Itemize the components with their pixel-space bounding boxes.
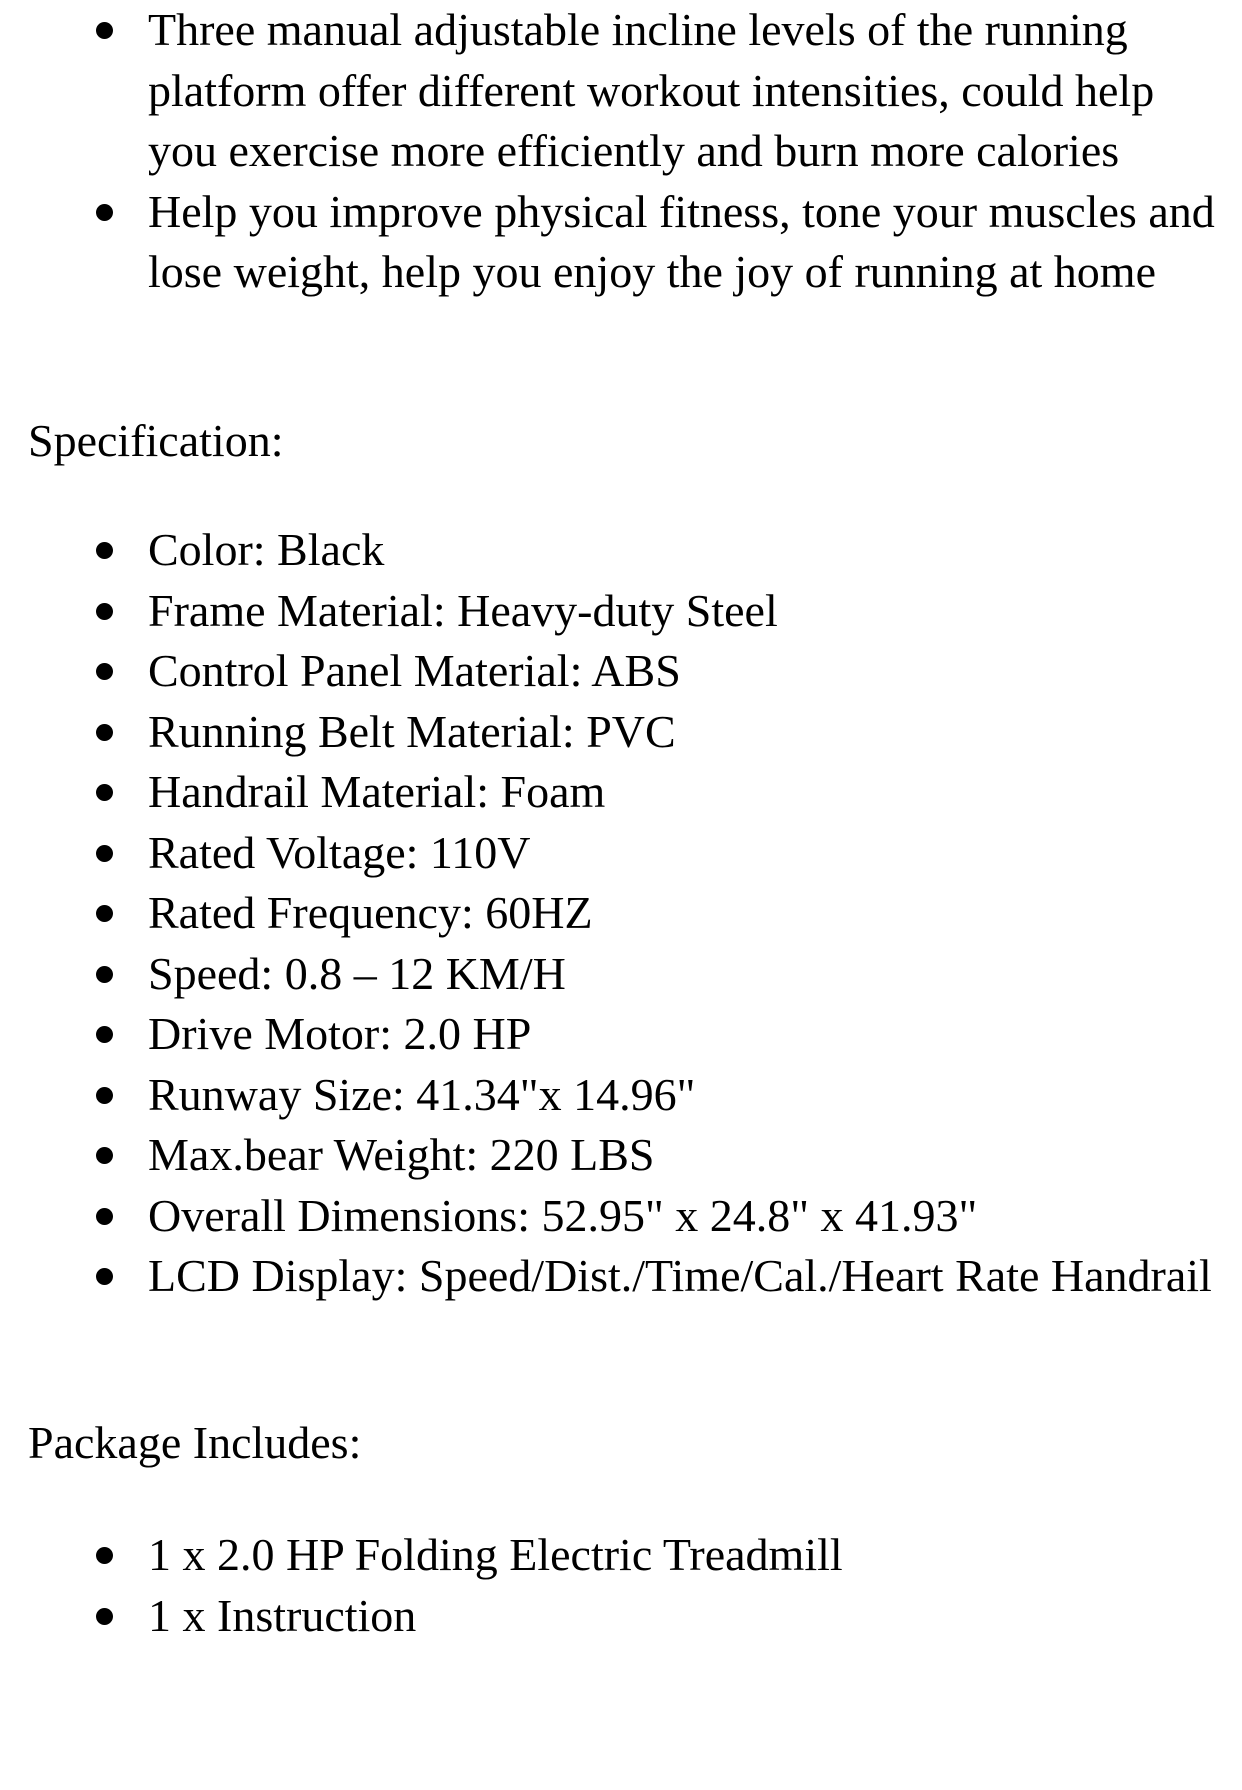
spec-item-rated-frequency: Rated Frequency: 60HZ xyxy=(0,883,1242,944)
spec-item-speed: Speed: 0.8 – 12 KM/H xyxy=(0,944,1242,1005)
feature-item: Three manual adjustable incline levels of the running platform offer different workout intensities, could help you exercise more efficiently and burn more calories xyxy=(0,0,1242,182)
spec-item-control-panel-material: Control Panel Material: ABS xyxy=(0,641,1242,702)
package-item-treadmill: 1 x 2.0 HP Folding Electric Treadmill xyxy=(0,1525,1242,1586)
spec-item-rated-voltage: Rated Voltage: 110V xyxy=(0,823,1242,884)
spec-item-overall-dimensions: Overall Dimensions: 52.95" x 24.8" x 41.93" xyxy=(0,1186,1242,1247)
spec-item-handrail-material: Handrail Material: Foam xyxy=(0,762,1242,823)
specification-list xyxy=(0,520,1242,1307)
feature-item: Help you improve physical fitness, tone your muscles and lose weight, help you enjoy the joy of running at home xyxy=(0,182,1242,303)
spec-item-drive-motor: Drive Motor: 2.0 HP xyxy=(0,1004,1242,1065)
spec-item-color: Color: Black xyxy=(0,520,1242,581)
feature-list xyxy=(0,0,1242,303)
package-heading: Package Includes: xyxy=(28,1417,362,1468)
spec-item-max-weight: Max.bear Weight: 220 LBS xyxy=(0,1125,1242,1186)
spec-item-lcd-display: LCD Display: Speed/Dist./Time/Cal./Heart Rate Handrail xyxy=(0,1246,1242,1307)
spec-item-runway-size: Runway Size: 41.34"x 14.96" xyxy=(0,1065,1242,1126)
spec-item-frame-material: Frame Material: Heavy-duty Steel xyxy=(0,581,1242,642)
package-item-instruction: 1 x Instruction xyxy=(0,1586,1242,1647)
specification-heading: Specification: xyxy=(28,415,284,466)
spec-item-running-belt-material: Running Belt Material: PVC xyxy=(0,702,1242,763)
package-list xyxy=(0,1525,1242,1646)
